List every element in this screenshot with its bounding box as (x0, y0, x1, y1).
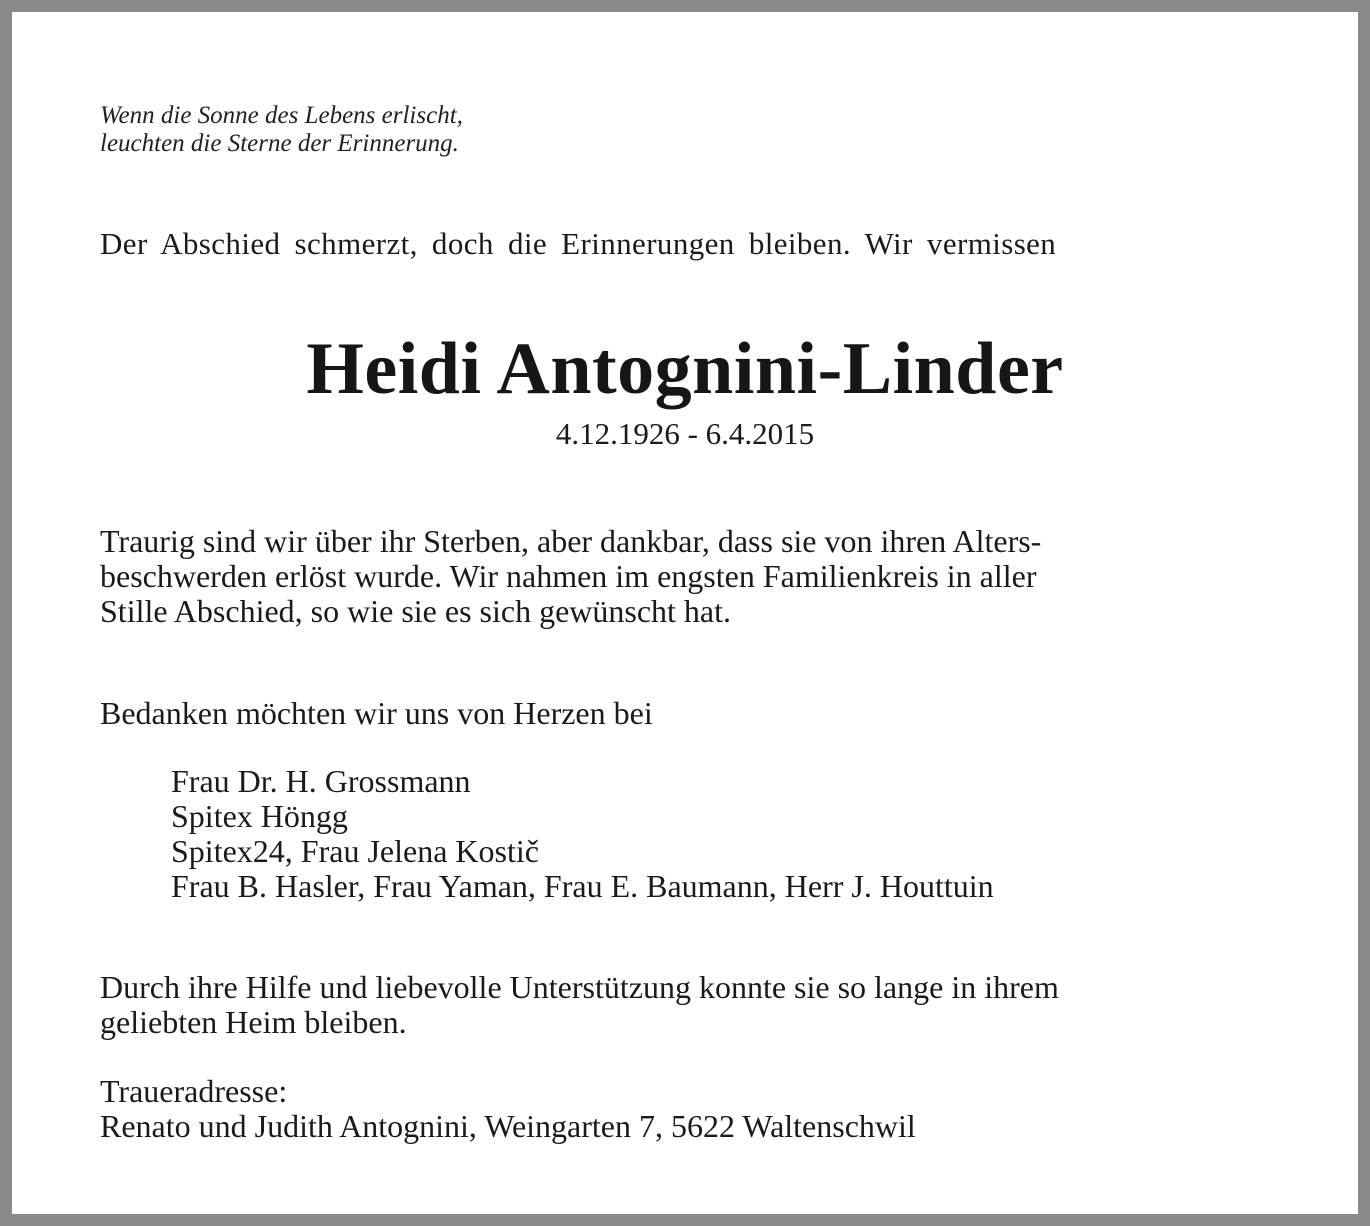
closing-line-1: Durch ihre Hilfe und liebevolle Unterstützung konnte sie so lange in ihrem (100, 969, 1059, 1005)
thanks-recipients-list (171, 764, 994, 904)
deceased-name: Heidi Antognini-Linder (306, 328, 1064, 410)
recipient-item: Frau B. Hasler, Frau Yaman, Frau E. Baumann, Herr J. Houttuin (171, 868, 994, 904)
message-line-1: Traurig sind wir über ihr Sterben, aber dankbar, dass sie von ihren Alters- (100, 523, 1042, 559)
recipient-item: Spitex Höngg (171, 798, 348, 834)
motto-line-1: Wenn die Sonne des Lebens erlischt, (100, 102, 463, 129)
life-dates: 4.12.1926 - 6.4.2015 (555, 416, 815, 451)
recipient-item: Frau Dr. H. Grossmann (171, 763, 471, 799)
mourning-address (100, 1074, 1280, 1144)
recipient-item: Spitex24, Frau Jelena Kostič (171, 833, 539, 869)
message-line-3: Stille Abschied, so wie sie es sich gewünscht hat. (100, 593, 732, 629)
address-value: Renato und Judith Antognini, Weingarten 7, 5622 Waltenschwil (100, 1108, 916, 1144)
obituary-notice (12, 12, 1358, 1214)
closing-line-2: geliebten Heim bleiben. (100, 1004, 407, 1040)
message-paragraph (100, 524, 1280, 629)
address-label: Traueradresse: (100, 1073, 288, 1109)
thanks-heading: Bedanken möchten wir uns von Herzen bei (100, 695, 653, 731)
motto-quote (100, 102, 463, 158)
intro-text: Der Abschied schmerzt, doch die Erinnerungen bleiben. Wir vermissen (100, 226, 1057, 261)
message-line-2: beschwerden erlöst wurde. Wir nahmen im engsten Familienkreis in aller (100, 558, 1037, 594)
motto-line-2: leuchten die Sterne der Erinnerung. (100, 130, 459, 157)
closing-paragraph (100, 970, 1280, 1040)
